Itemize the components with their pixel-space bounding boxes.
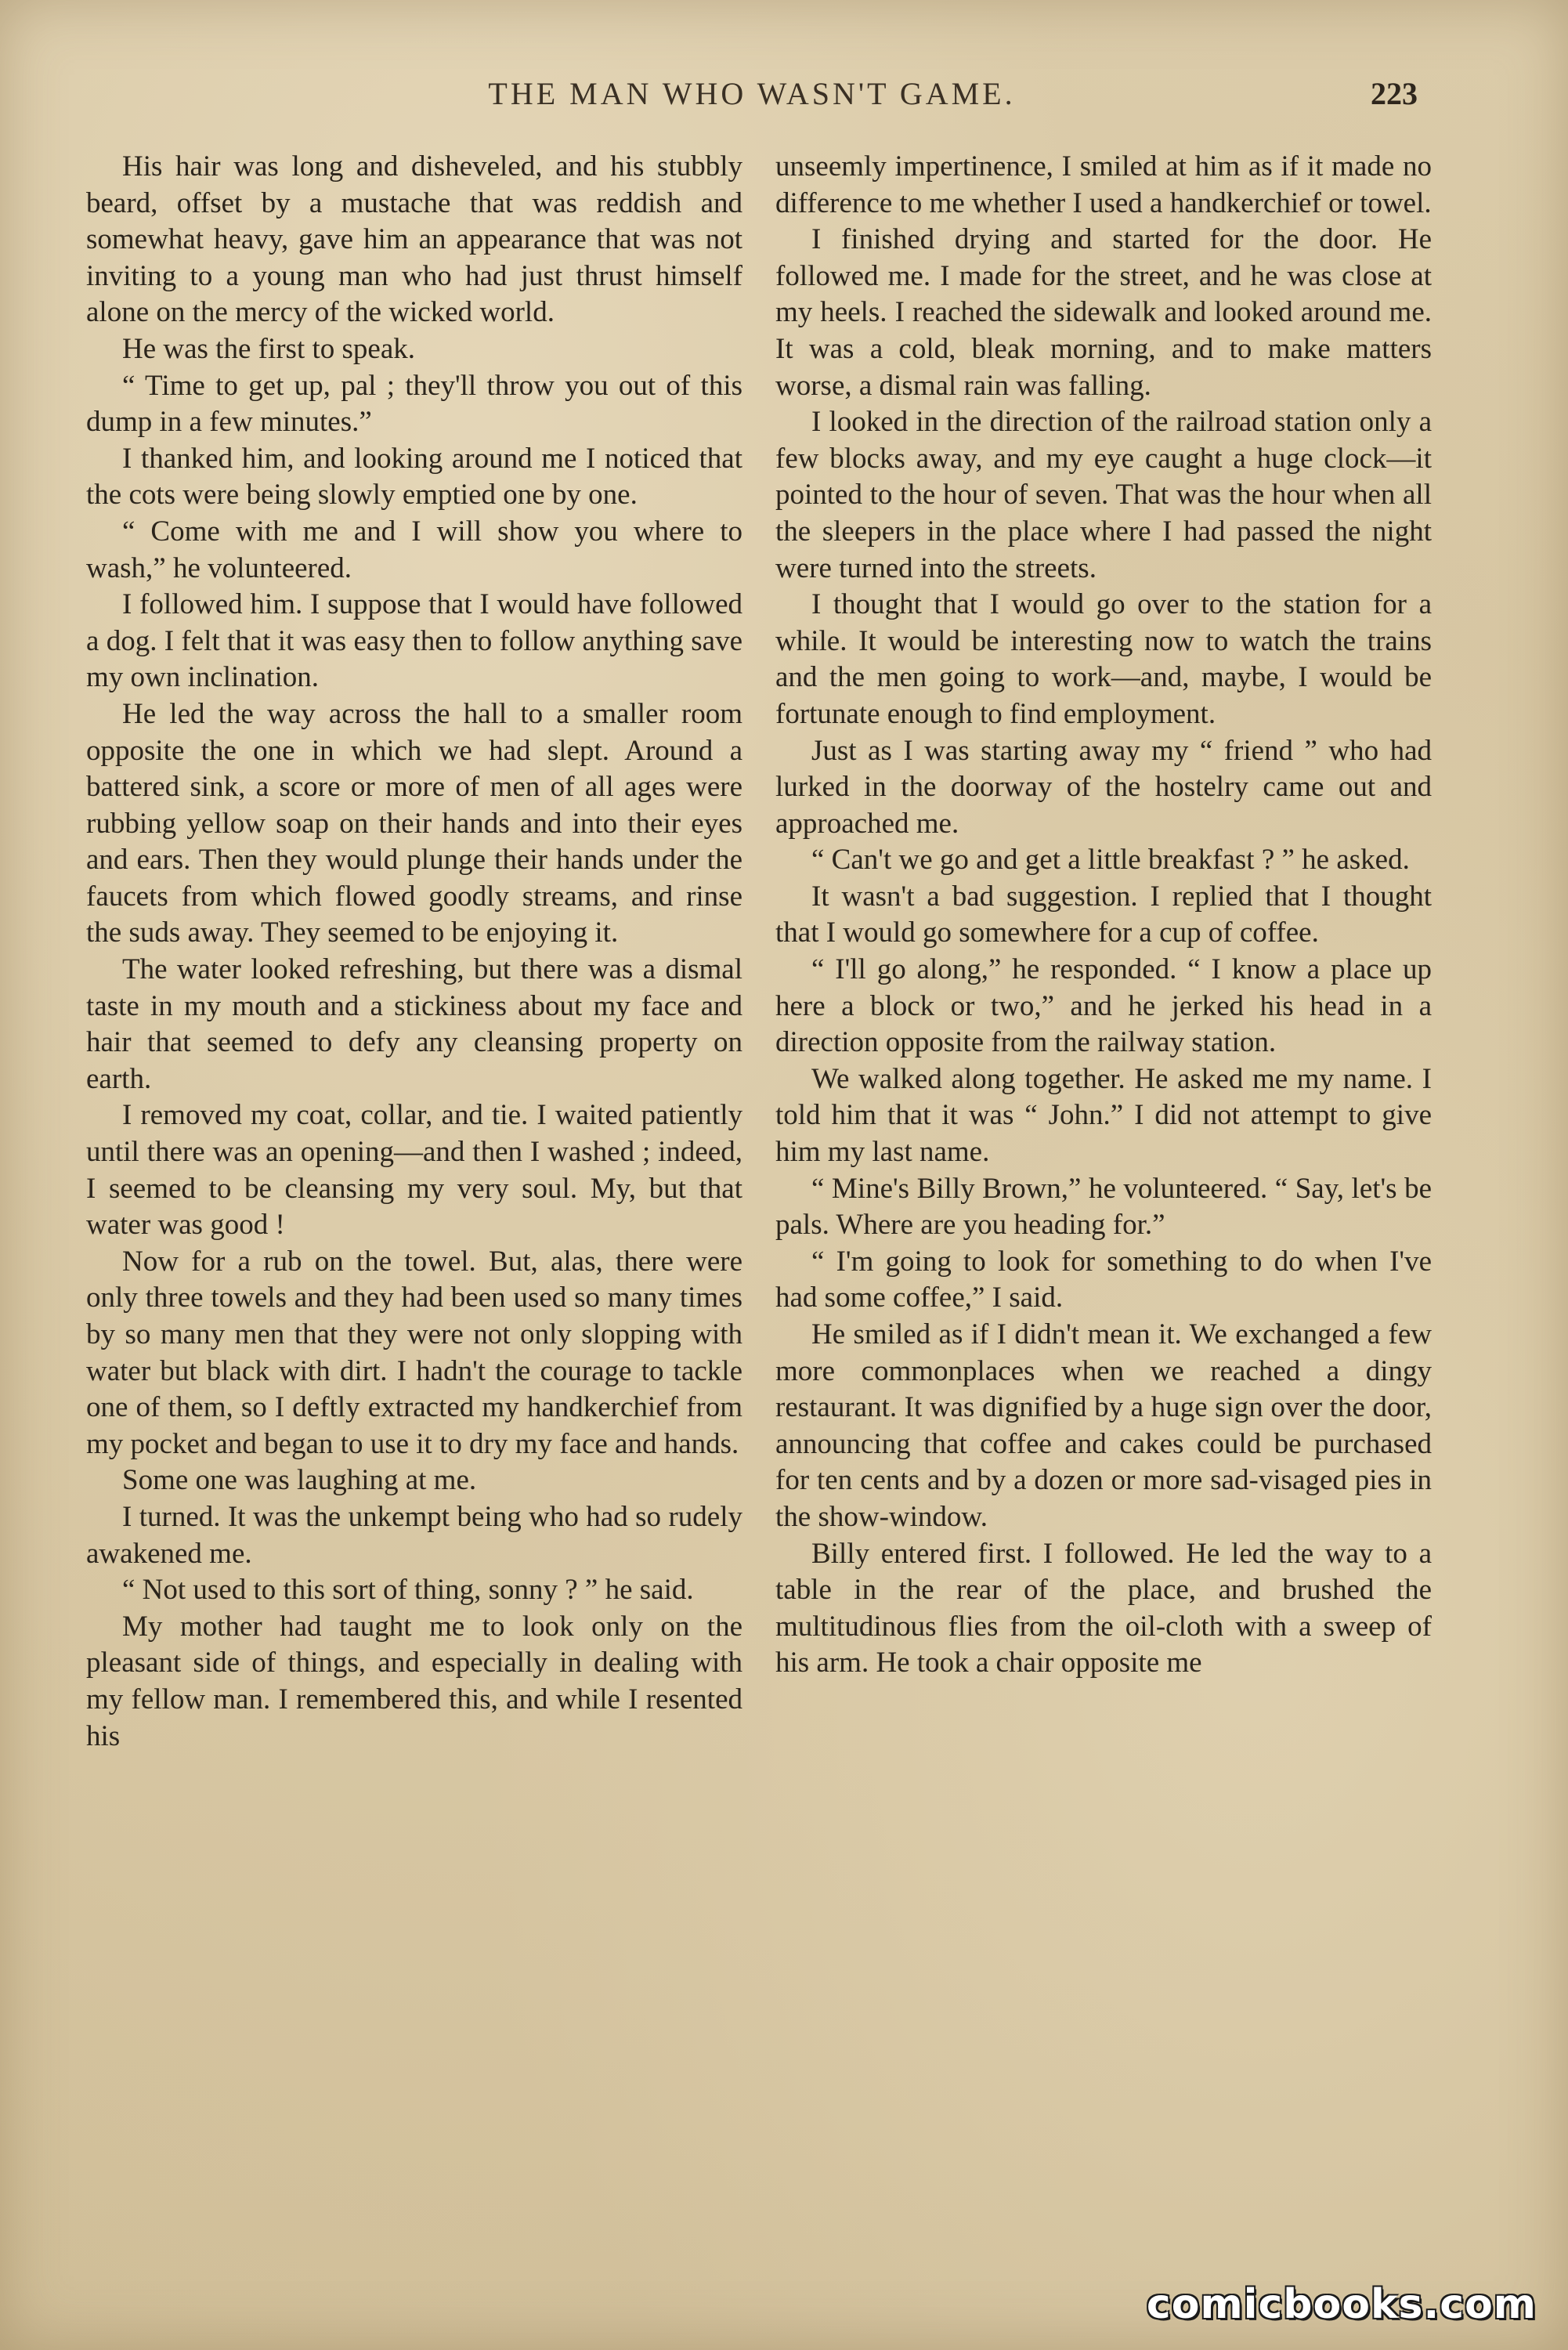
paragraph: “ I'm going to look for something to do when I've had some coffee,” I said. — [775, 1245, 1432, 1314]
paragraph: I thought that I would go over to the station for a while. It would be interesting now to watch the trains and the men going to work—and, maybe, I would be fortunate enough to find employment. — [775, 588, 1432, 730]
right-text-column — [775, 149, 1432, 1682]
paragraph: I removed my coat, collar, and tie. I waited patiently until there was an opening—and then I washed ; indeed, I seemed to be cleansing my very soul. My, but that water was good ! — [86, 1099, 742, 1242]
left-text-column — [86, 149, 742, 1755]
page-number: 223 — [1371, 76, 1418, 111]
page-header — [86, 75, 1418, 122]
paragraph: His hair was long and disheveled, and his stubbly beard, offset by a mustache that was reddish and somewhat heavy, gave him an appearance that was not inviting to a young man who had just thrust himself alone on the mercy of the wicked world. — [86, 150, 742, 329]
paragraph: “ Can't we go and get a little breakfast ? ” he asked. — [811, 844, 1410, 877]
paragraph: “ Mine's Billy Brown,” he volunteered. “ Say, let's be pals. Where are you heading for.” — [775, 1172, 1432, 1242]
paragraph: I finished drying and started for the door. He followed me. I made for the street, and he was close at my heels. I reached the sidewalk and looked around me. It was a cold, bleak morning, and to make matters worse, a dismal rain was falling. — [775, 223, 1432, 402]
paragraph: My mother had taught me to look only on the pleasant side of things, and especially in dealing with my fellow man. I remembered this, and while I resented his — [86, 1610, 742, 1752]
running-title: THE MAN WHO WASN'T GAME. — [488, 76, 1016, 111]
paragraph: “ I'll go along,” he responded. “ I know a place up here a block or two,” and he jerked his head in a direction opposite from the railway station. — [775, 953, 1432, 1059]
watermark-logo: comicbooks.com — [1146, 2281, 1537, 2328]
paragraph: unseemly impertinence, I smiled at him as if it made no difference to me whether I used a handkerchief or towel. — [775, 150, 1432, 219]
paragraph: Now for a rub on the towel. But, alas, there were only three towels and they had been used so many times by so many men that they were not only slopping with water but black with dirt. I hadn't the courage to tackle one of them, so I deftly extracted my handkerchief from my pocket and began to use it to dry my face and hands. — [86, 1245, 742, 1460]
paragraph: “ Not used to this sort of thing, sonny ? ” he said. — [122, 1574, 694, 1607]
paragraph: He was the first to speak. — [122, 332, 416, 365]
paragraph: He smiled as if I didn't mean it. We exchanged a few more commonplaces when we reached a dingy restaurant. It was dignified by a huge sign over the door, announcing that coffee and cakes could be purchased for ten cents and by a dozen or more sad-visaged pies in the show-window. — [775, 1318, 1432, 1533]
paragraph: It wasn't a bad suggestion. I replied that I thought that I would go somewhere for a cup of coffee. — [775, 880, 1432, 949]
paragraph: He led the way across the hall to a smaller room opposite the one in which we had slept. Around a battered sink, a score or more of men of all ages were rubbing yellow soap on their hands and into their eyes and ears. Then they would plunge their hands under the faucets from which flowed goodly streams, and rinse the suds away. They seemed to be enjoying it. — [86, 697, 742, 949]
paragraph: We walked along together. He asked me my name. I told him that it was “ John.” I did not attempt to give him my last name. — [775, 1062, 1432, 1169]
paragraph: Some one was laughing at me. — [122, 1464, 477, 1497]
paragraph: “ Come with me and I will show you where to wash,” he volunteered. — [86, 515, 742, 584]
paragraph: “ Time to get up, pal ; they'll throw you out of this dump in a few minutes.” — [86, 369, 742, 439]
paragraph: I thanked him, and looking around me I noticed that the cots were being slowly emptied one by one. — [86, 442, 742, 512]
paragraph: I looked in the direction of the railroad station only a few blocks away, and my eye caught a huge clock—it pointed to the hour of seven. That was the hour when all the sleepers in the place where I had passed the night were turned into the streets. — [775, 406, 1432, 584]
paragraph: The water looked refreshing, but there was a dismal taste in my mouth and a stickiness about my face and hair that seemed to defy any cleansing property on earth. — [86, 953, 742, 1095]
paragraph: I turned. It was the unkempt being who had so rudely awakened me. — [86, 1500, 742, 1570]
paragraph: Billy entered first. I followed. He led the way to a table in the rear of the place, and brushed the multitudinous flies from the oil-cloth with a sweep of his arm. He took a chair opposite me — [775, 1537, 1432, 1679]
paragraph: Just as I was starting away my “ friend ” who had lurked in the doorway of the hostelry came out and approached me. — [775, 734, 1432, 840]
paragraph: I followed him. I suppose that I would have followed a dog. I felt that it was easy then to follow anything save my own inclination. — [86, 588, 742, 694]
